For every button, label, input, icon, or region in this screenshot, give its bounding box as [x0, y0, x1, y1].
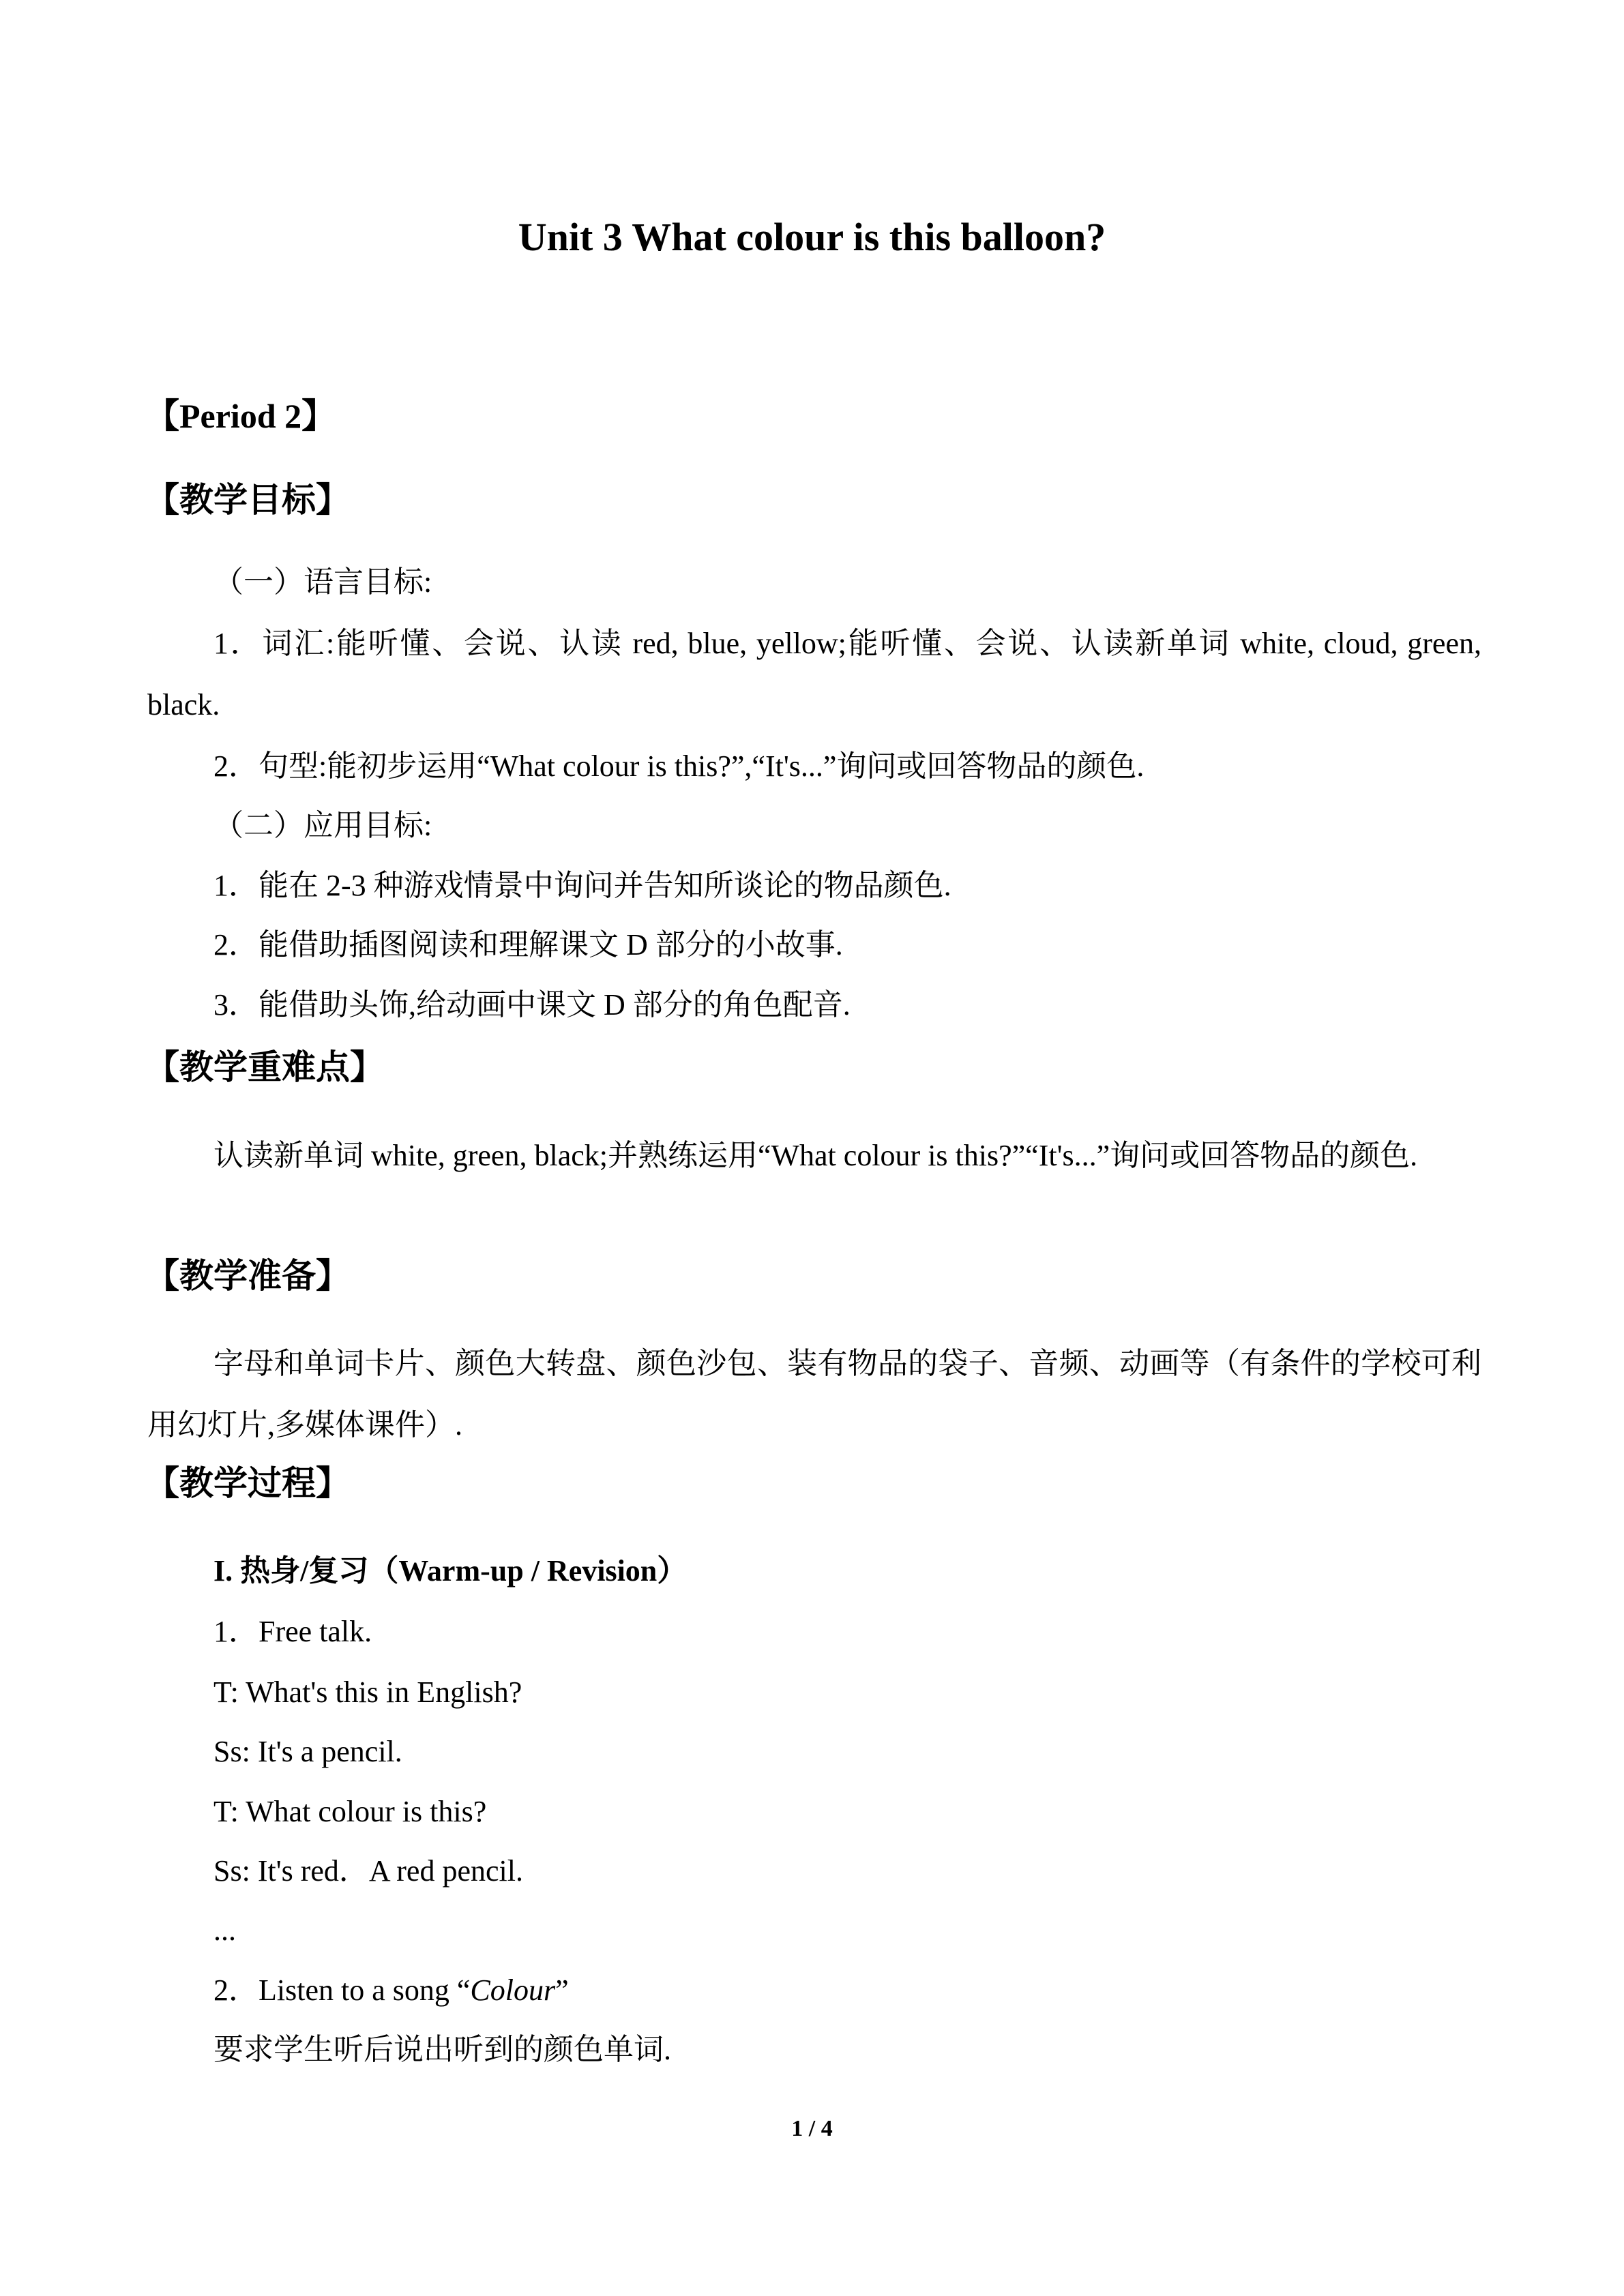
listen-song-item	[213, 1969, 569, 2012]
free-talk-item: 1．Free talk.	[213, 1615, 372, 1648]
language-goal-label: （一）语言目标:	[213, 565, 432, 599]
dialogue-ellipsis: ...	[213, 1913, 236, 1947]
application-objective-2: 2．能借助插图阅读和理解课文 D 部分的小故事.	[213, 928, 843, 961]
application-objective-1: 1．能在 2-3 种游戏情景中询问并告知所谈论的物品颜色.	[213, 869, 951, 902]
vocabulary-objective: 1．词汇:能听懂、会说、认读 red, blue, yellow;能听懂、会说、认读新单词 white, cloud, green, black.	[147, 627, 1481, 721]
process-heading: 【教学过程】	[145, 1464, 350, 1502]
listen-song-prefix: 2．Listen to a song “	[213, 1973, 471, 2007]
dialogue-teacher-1: T: What's this in English?	[213, 1675, 522, 1709]
dialogue-teacher-2: T: What colour is this?	[213, 1795, 487, 1828]
preparation-text: 字母和单词卡片、颜色大转盘、颜色沙包、装有物品的袋子、音频、动画等（有条件的学校可利用幻灯片,多媒体课件）.	[147, 1347, 1481, 1442]
document-title: Unit 3 What colour is this balloon?	[518, 215, 1106, 259]
page-number: 1 / 4	[791, 2116, 833, 2141]
listen-song-suffix: ”	[555, 1973, 569, 2007]
application-goal-label: （二）应用目标:	[213, 809, 432, 842]
listen-song-requirement: 要求学生听后说出听到的颜色单词.	[213, 2033, 671, 2066]
sentence-objective: 2．句型:能初步运用“What colour is this?”,“It's...”询问或回答物品的颜色.	[213, 749, 1145, 783]
period-heading: 【Period 2】	[145, 397, 336, 435]
application-objective-3: 3．能借助头饰,给动画中课文 D 部分的角色配音.	[213, 988, 851, 1022]
song-title: Colour	[470, 1973, 556, 2007]
dialogue-students-1: Ss: It's a pencil.	[213, 1735, 402, 1768]
warm-up-section-title: I. 热身/复习（Warm-up / Revision）	[213, 1554, 688, 1587]
preparation-heading: 【教学准备】	[145, 1257, 350, 1295]
key-points-text: 认读新单词 white, green, black;并熟练运用“What colour is this?”“It's...”询问或回答物品的颜色.	[213, 1139, 1418, 1172]
objectives-heading: 【教学目标】	[145, 481, 350, 519]
key-points-heading: 【教学重难点】	[145, 1048, 384, 1086]
dialogue-students-2: Ss: It's red．A red pencil.	[213, 1854, 523, 1888]
